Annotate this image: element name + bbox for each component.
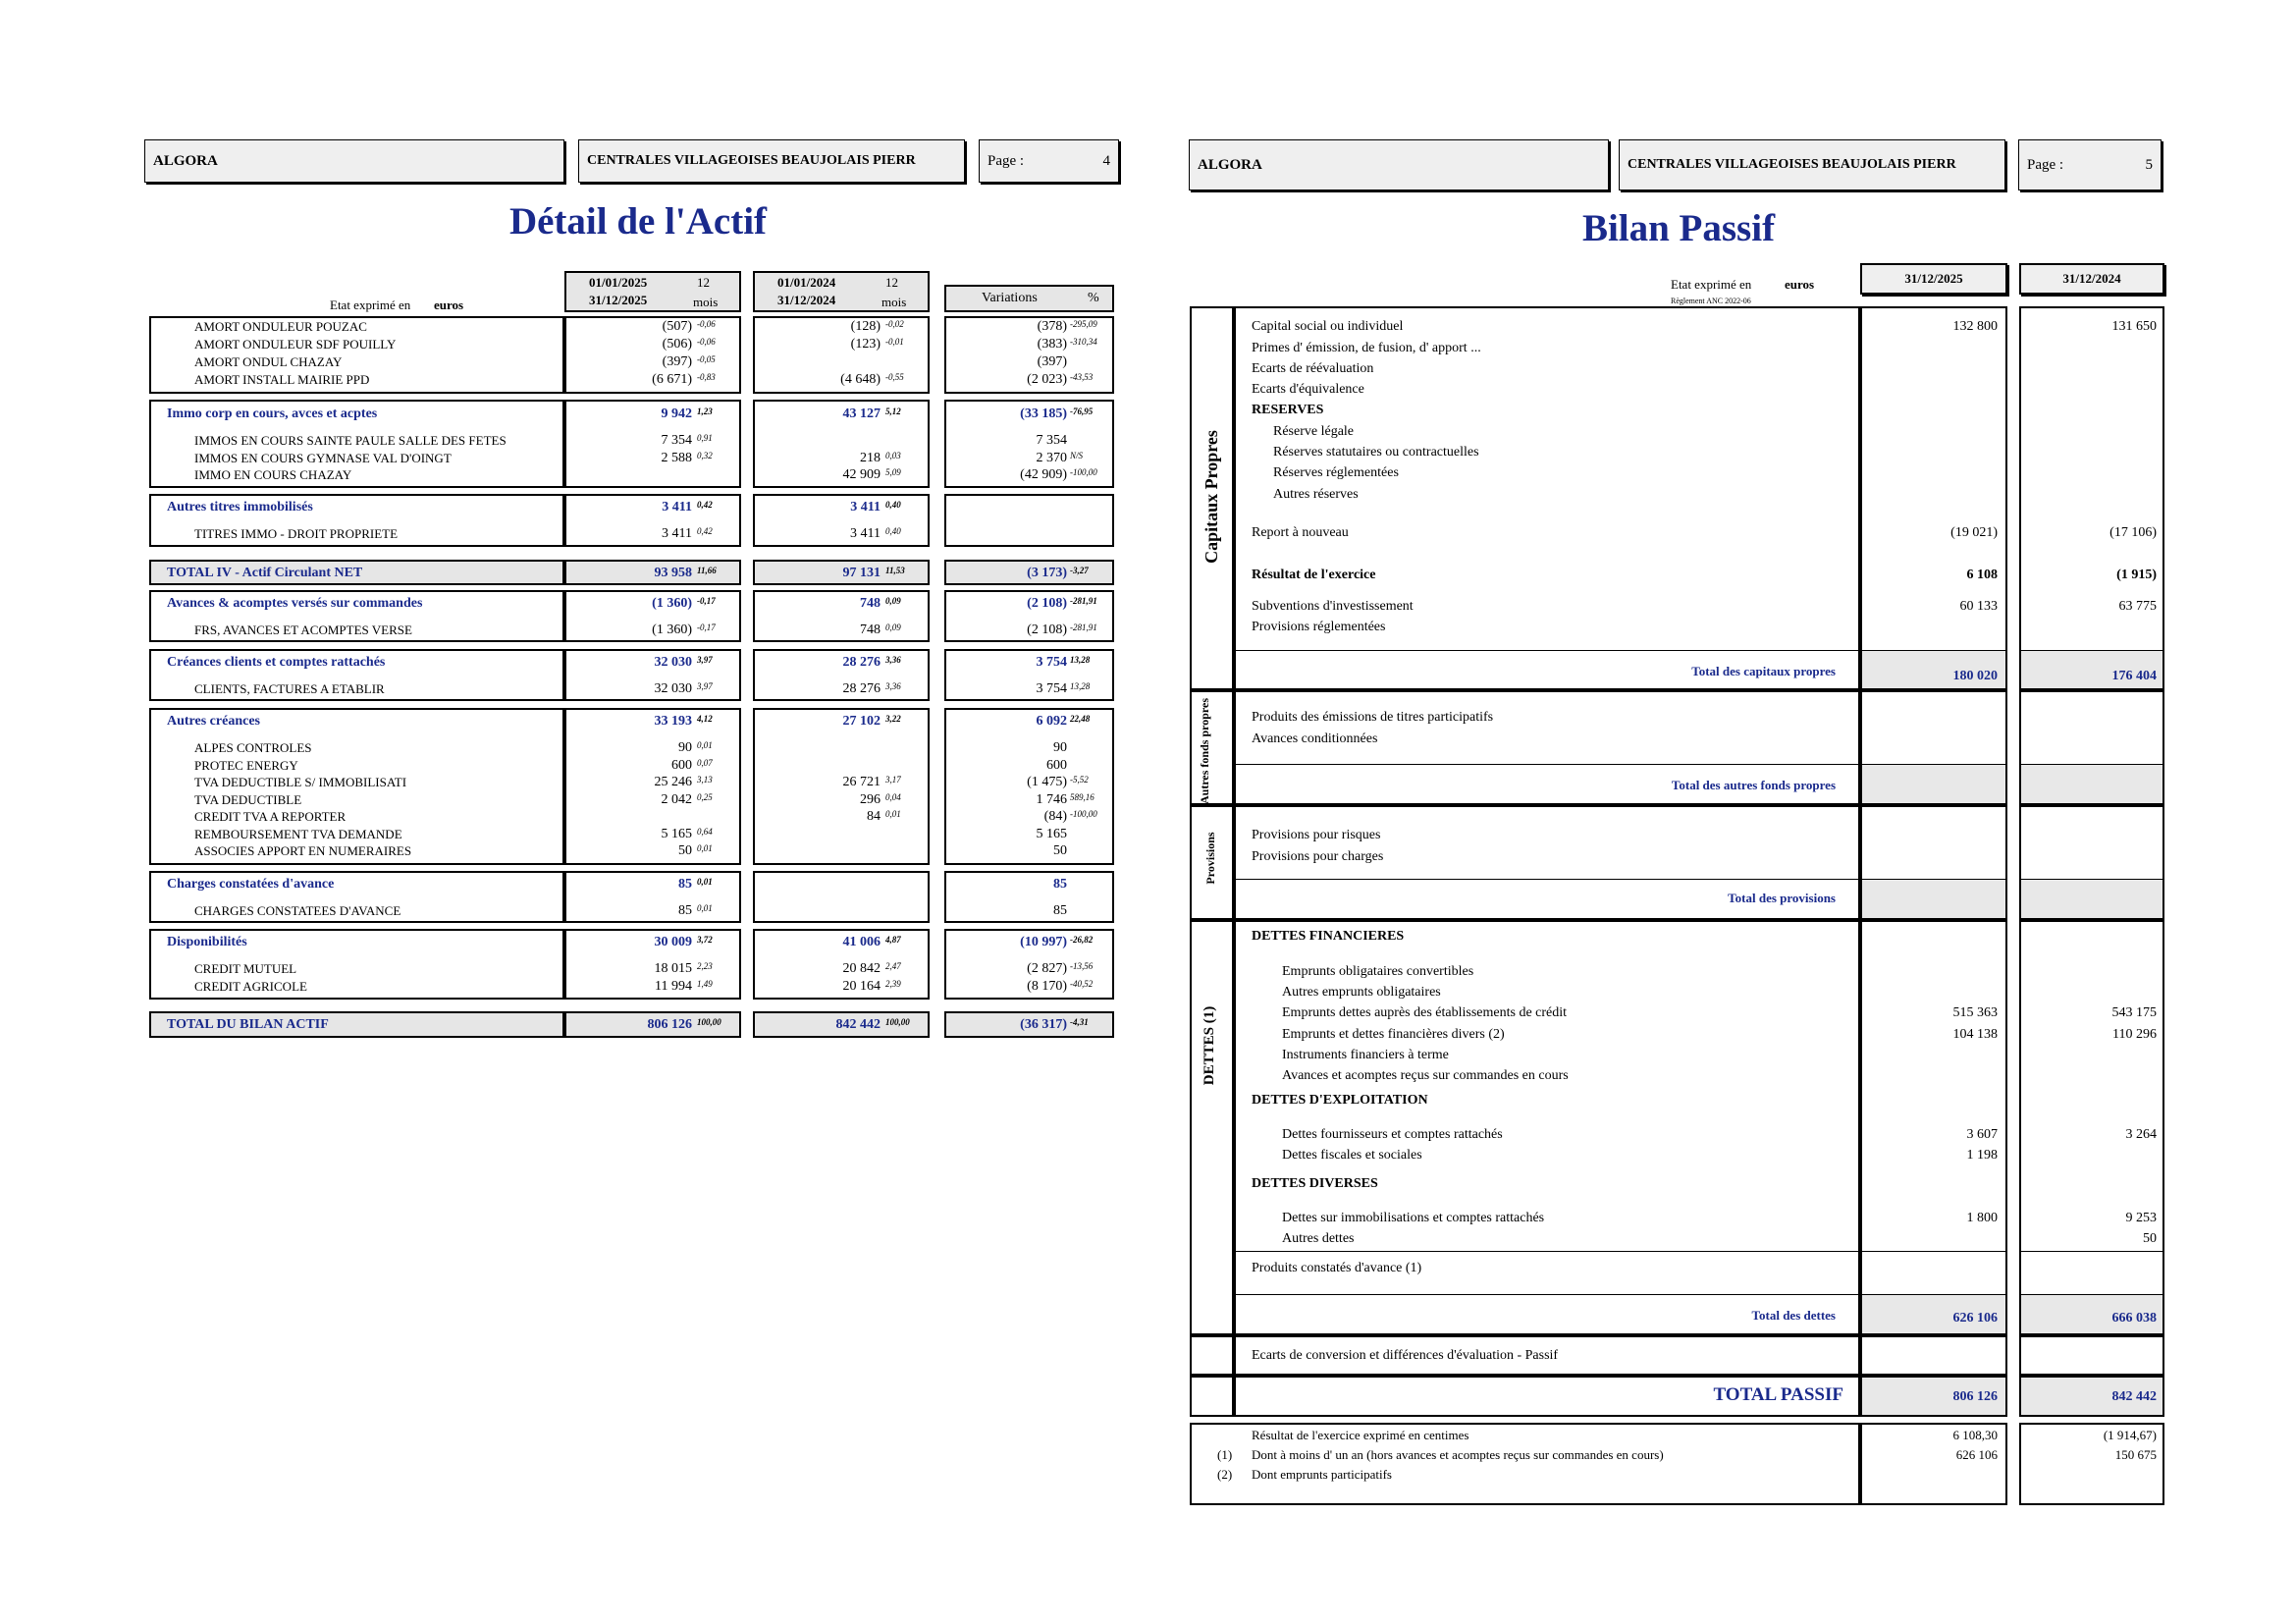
footnote-number: (2): [1217, 1467, 1233, 1482]
titres-group-col3-frame: [944, 494, 1114, 547]
row-label: FRS, AVANCES ET ACOMPTES VERSE: [194, 623, 412, 637]
page-label: Page :: [2027, 156, 2064, 173]
row-variation: 2 370: [1036, 451, 1067, 465]
page-title: Détail de l'Actif: [508, 200, 768, 243]
row-value-2024: (4 648): [840, 372, 881, 387]
pca-rule: [1860, 1251, 2007, 1252]
row-label: Subventions d'investissement: [1252, 599, 1414, 614]
row-pct-2024: 3,36: [885, 681, 901, 691]
row-pct-2025: 0,01: [697, 877, 713, 887]
row-pct-2025: 0,64: [697, 827, 713, 837]
company-box: ALGORA: [144, 139, 564, 183]
page-title-right: Bilan Passif: [1581, 207, 1776, 249]
reserve-item: Autres réserves: [1273, 487, 1359, 502]
autres-fonds-propres-label: Autres fonds propres: [1198, 697, 1211, 805]
row-variation: (33 185): [1020, 406, 1067, 421]
row-pct-2024: -0,01: [885, 337, 904, 347]
row-variation: 5 165: [1036, 827, 1067, 841]
ecarts-col1: [1860, 1335, 2007, 1376]
row-pct-2025: 0,01: [697, 740, 713, 750]
row-value-2025: 6 108: [1966, 568, 1998, 582]
row-variation-pct: 13,28: [1070, 681, 1091, 691]
row-pct-2025: -0,06: [697, 337, 716, 347]
row-pct-2024: 0,04: [885, 792, 901, 802]
row-variation-pct: -310,34: [1070, 337, 1097, 347]
footnote-label: Dont à moins d' un an (hors avances et acomptes reçus sur commandes en cours): [1252, 1447, 1664, 1462]
row-label: PROTEC ENERGY: [194, 758, 298, 773]
row-label: Résultat de l'exercice: [1252, 568, 1376, 582]
row-label: TITRES IMMO - DROIT PROPRIETE: [194, 526, 399, 541]
row-variation: 1 746: [1036, 792, 1067, 807]
page-label: Page :: [988, 152, 1025, 169]
row-value-2025: 25 246: [654, 775, 692, 789]
row-value-2025: 90: [678, 740, 692, 755]
footnote-2024: (1 914,67): [2103, 1428, 2157, 1442]
row-value-2024: 218: [860, 451, 881, 465]
capitaux-propres-label: Capitaux Propres: [1201, 430, 1221, 564]
row-label: REMBOURSEMENT TVA DEMANDE: [194, 827, 402, 841]
col2-from: 01/01/2024: [777, 275, 836, 290]
row-value-2025: (6 671): [652, 372, 692, 387]
row-pct-2024: 0,09: [885, 596, 901, 606]
row-label: Immo corp en cours, avces et acptes: [167, 406, 378, 421]
row-value-2024: 748: [860, 623, 881, 637]
row-value-2024: 748: [860, 596, 881, 611]
total-afp-label: Total des autres fonds propres: [1671, 778, 1836, 792]
row-variation-pct: -13,56: [1070, 961, 1094, 971]
row-variation-pct: N/S: [1070, 451, 1084, 460]
row-value-2025: 2 588: [661, 451, 692, 465]
row-variation-pct: -5,52: [1070, 775, 1089, 785]
row-pct-2024: 0,09: [885, 623, 901, 632]
row-value-2024: 20 164: [842, 979, 881, 994]
row-label: Capital social ou individuel: [1252, 319, 1404, 334]
row-value-2024: 27 102: [842, 714, 881, 729]
etat-label: Etat exprimé en: [330, 298, 411, 312]
total-passif-2024: 842 442: [2111, 1389, 2157, 1404]
row-value-2025: (1 360): [652, 596, 692, 611]
page-number: 5: [2145, 156, 2153, 173]
col1-to: 31/12/2025: [589, 293, 648, 307]
row-label: Instruments financiers à terme: [1282, 1048, 1449, 1062]
footnote-label: Résultat de l'exercice exprimé en centimes: [1252, 1428, 1469, 1442]
row-variation-pct: 589,16: [1070, 792, 1095, 802]
total-capitaux-2024: 176 404: [2111, 669, 2157, 683]
row-label: Dettes fournisseurs et comptes rattachés: [1282, 1127, 1503, 1142]
row-value-2025: (397): [662, 354, 692, 369]
row-pct-2025: 2,23: [697, 961, 713, 971]
col2-mois: mois: [881, 295, 907, 309]
row-variation: 85: [1053, 903, 1067, 918]
tot-cap-rule: [1234, 650, 1860, 651]
row-variation-pct: -76,95: [1070, 406, 1094, 416]
prov-item: Provisions pour charges: [1252, 849, 1384, 864]
afp-item: Avances conditionnées: [1252, 731, 1378, 746]
row-label: TOTAL DU BILAN ACTIF: [167, 1017, 329, 1032]
row-value-2025: (507): [662, 319, 692, 334]
percent-label: %: [1088, 291, 1099, 305]
variations-label: Variations: [982, 291, 1038, 305]
row-variation-pct: -40,52: [1070, 979, 1094, 989]
total-passif-side: [1190, 1376, 1234, 1417]
row-pct-2024: 0,03: [885, 451, 901, 460]
row-variation-pct: -100,00: [1070, 809, 1097, 819]
row-variation: (2 108): [1027, 596, 1067, 611]
ecarts-side: [1190, 1335, 1234, 1376]
row-label: Report à nouveau: [1252, 525, 1349, 540]
row-value-2024: 26 721: [842, 775, 881, 789]
row-variation: 3 754: [1036, 681, 1067, 696]
total-capitaux-2025: 180 020: [1952, 669, 1998, 683]
tot-dettes-rule: [1234, 1294, 1860, 1295]
row-label: Autres créances: [167, 714, 260, 729]
row-pct-2025: 3,13: [697, 775, 713, 785]
row-label: Autres emprunts obligataires: [1282, 985, 1441, 1000]
row-label: Autres dettes: [1282, 1231, 1355, 1246]
row-pct-2025: 0,42: [697, 500, 713, 510]
row-value-2025: 93 958: [654, 566, 692, 580]
row-variation-pct: -43,53: [1070, 372, 1094, 382]
row-pct-2025: 0,25: [697, 792, 713, 802]
row-variation: (42 909): [1020, 467, 1067, 482]
row-pct-2025: 0,01: [697, 843, 713, 853]
row-value-2025: 5 165: [661, 827, 692, 841]
row-pct-2025: 3,72: [697, 935, 713, 945]
row-value-2025: 32 030: [654, 655, 692, 670]
row-pct-2025: 1,23: [697, 406, 713, 416]
row-pct-2024: 4,87: [885, 935, 901, 945]
provisions-label: Provisions: [1203, 832, 1217, 885]
row-value-2025: 85: [678, 903, 692, 918]
pca-rule: [2019, 1251, 2164, 1252]
row-pct-2025: 0,01: [697, 903, 713, 913]
row-value-2024: (17 106): [2109, 525, 2157, 540]
page-number: 4: [1102, 152, 1110, 169]
row-label: AMORT ONDULEUR POUZAC: [194, 319, 367, 334]
row-value-2025: 60 133: [1959, 599, 1998, 614]
row-label: ASSOCIES APPORT EN NUMERAIRES: [194, 843, 412, 858]
row-value-2025: 600: [671, 758, 692, 773]
col-2025-header: 31/12/2025: [1860, 263, 2007, 295]
reglement-label: Règlement ANC 2022-06: [1671, 297, 1751, 305]
row-variation: 7 354: [1036, 433, 1067, 448]
col2-to: 31/12/2024: [777, 293, 836, 307]
row-pct-2024: 5,12: [885, 406, 901, 416]
capitaux-col1: [1860, 306, 2007, 690]
row-pct-2025: -0,06: [697, 319, 716, 329]
footnote-label: Dont emprunts participatifs: [1252, 1467, 1392, 1482]
prov-item: Provisions pour risques: [1252, 828, 1381, 842]
euros-label-right: euros: [1785, 277, 1815, 292]
row-label: Avances & acomptes versés sur commandes: [167, 596, 423, 611]
col1-mois: mois: [693, 295, 719, 309]
row-value-2025: 30 009: [654, 935, 692, 949]
afp-item: Produits des émissions de titres participatifs: [1252, 710, 1494, 725]
row-value-2024: 42 909: [842, 467, 881, 482]
row-variation-pct: -281,91: [1070, 623, 1097, 632]
row-pct-2024: 2,39: [885, 979, 901, 989]
row-value-2024: (128): [850, 319, 881, 334]
row-variation: (2 827): [1027, 961, 1067, 976]
row-pct-2025: 11,66: [697, 566, 717, 575]
row-pct-2025: 0,07: [697, 758, 713, 768]
row-value-2024: 43 127: [842, 406, 881, 421]
row-value-2024: 3 411: [850, 526, 881, 541]
row-label: Emprunts obligataires convertibles: [1282, 964, 1474, 979]
row-variation-pct: -281,91: [1070, 596, 1097, 606]
total-dettes-2024: 666 038: [2111, 1311, 2157, 1326]
row-variation: 90: [1053, 740, 1067, 755]
row-label: Dettes fiscales et sociales: [1282, 1148, 1422, 1163]
row-value-2025: 3 411: [662, 526, 692, 541]
row-variation: (1 475): [1027, 775, 1067, 789]
dettes-financieres-heading: DETTES FINANCIERES: [1252, 929, 1405, 944]
row-value-2025: 3 411: [662, 500, 692, 514]
row-pct-2025: -0,17: [697, 623, 716, 632]
row-pct-2024: 3,22: [885, 714, 901, 724]
row-value-2025: 2 042: [661, 792, 692, 807]
footnote-2024: 150 675: [2114, 1447, 2157, 1462]
row-label: CHARGES CONSTATEES D'AVANCE: [194, 903, 401, 918]
total-capitaux-label: Total des capitaux propres: [1691, 664, 1836, 678]
row-value-2024: 110 296: [2112, 1027, 2157, 1042]
row-variation-pct: -26,82: [1070, 935, 1094, 945]
row-variation: (10 997): [1020, 935, 1067, 949]
row-variation: (84): [1043, 809, 1067, 824]
row-label: AMORT ONDULEUR SDF POUILLY: [194, 337, 397, 352]
page-box-right: [2018, 139, 2162, 190]
row-pct-2024: 0,40: [885, 500, 901, 510]
client-box: CENTRALES VILLAGEOISES BEAUJOLAIS PIERR: [578, 139, 965, 183]
footnote-2025: 6 108,30: [1952, 1428, 1998, 1442]
reserves-heading: RESERVES: [1252, 403, 1324, 417]
row-variation: (2 023): [1027, 372, 1067, 387]
provisions-reglementees: Provisions réglementées: [1252, 620, 1386, 634]
row-pct-2025: 1,49: [697, 979, 713, 989]
row-pct-2025: -0,83: [697, 372, 716, 382]
row-label: TOTAL IV - Actif Circulant NET: [167, 566, 363, 580]
row-value-2024: 97 131: [842, 566, 881, 580]
row-label: Emprunts dettes auprès des établissements de crédit: [1282, 1005, 1568, 1020]
row-pct-2025: -0,17: [697, 596, 716, 606]
row-pct-2025: 0,42: [697, 526, 713, 536]
row-value-2025: (1 360): [652, 623, 692, 637]
row-value-2024: 28 276: [842, 681, 881, 696]
col1-from: 01/01/2025: [589, 275, 648, 290]
row-label: Charges constatées d'avance: [167, 877, 335, 892]
row-pct-2024: 3,17: [885, 775, 901, 785]
row-value-2024: 84: [867, 809, 881, 824]
row-label: Avances et acomptes reçus sur commandes en cours: [1282, 1068, 1569, 1083]
row-label: TVA DEDUCTIBLE: [194, 792, 302, 807]
client-box-right: CENTRALES VILLAGEOISES BEAUJOLAIS PIERR: [1619, 139, 2005, 190]
row-variation-pct: 22,48: [1070, 714, 1091, 724]
row-variation: 3 754: [1036, 655, 1067, 670]
row-variation: (397): [1037, 354, 1067, 369]
row-pct-2024: -0,55: [885, 372, 904, 382]
dettes-exploitation-heading: DETTES D'EXPLOITATION: [1252, 1093, 1428, 1108]
row-value-2024: 3 264: [2125, 1127, 2157, 1142]
dettes-diverses-heading: DETTES DIVERSES: [1252, 1176, 1378, 1191]
row-pct-2024: 0,01: [885, 809, 901, 819]
row-pct-2025: 3,97: [697, 681, 713, 691]
row-value-2024: 3 411: [850, 500, 881, 514]
row-value-2024: (123): [850, 337, 881, 352]
tot-prov-shade-2: [2021, 880, 2163, 918]
row-variation-pct: -100,00: [1070, 467, 1097, 477]
total-dettes-2025: 626 106: [1952, 1311, 1998, 1326]
tot-afp-shade-2: [2021, 765, 2163, 803]
row-variation: (8 170): [1027, 979, 1067, 994]
cca-group-col2-frame: [753, 871, 930, 923]
row-label: TVA DEDUCTIBLE S/ IMMOBILISATI: [194, 775, 407, 789]
total-prov-label: Total des provisions: [1728, 891, 1836, 905]
row-variation: 85: [1053, 877, 1067, 892]
col1-months: 12: [697, 275, 710, 290]
row-value-2024: 63 775: [2118, 599, 2157, 614]
page-box: [979, 139, 1119, 183]
dettes-label: DETTES (1): [1201, 1005, 1217, 1086]
row-label: CREDIT AGRICOLE: [194, 979, 307, 994]
row-value-2025: 32 030: [654, 681, 692, 696]
row-value-2025: 85: [678, 877, 692, 892]
row-pct-2024: -0,02: [885, 319, 904, 329]
row-value-2024: 296: [860, 792, 881, 807]
row-value-2025: 104 138: [1952, 1027, 1998, 1042]
row-value-2025: 11 994: [655, 979, 692, 994]
row-value-2024: 131 650: [2111, 319, 2157, 334]
row-label: IMMOS EN COURS GYMNASE VAL D'OINGT: [194, 451, 452, 465]
row-label: AMORT ONDUL CHAZAY: [194, 354, 343, 369]
row-variation-pct: -295,09: [1070, 319, 1097, 329]
produits-constates-avance: Produits constatés d'avance (1): [1252, 1261, 1422, 1275]
col-2024-header: 31/12/2024: [2019, 263, 2164, 295]
row-variation: (2 108): [1027, 623, 1067, 637]
row-value-2025: 1 198: [1966, 1148, 1998, 1163]
company-box-right: ALGORA: [1189, 139, 1609, 190]
footnote-2025: 626 106: [1955, 1447, 1998, 1462]
row-label: CLIENTS, FACTURES A ETABLIR: [194, 681, 385, 696]
tot-prov-shade-1: [1862, 880, 2005, 918]
row-pct-2024: 2,47: [885, 961, 901, 971]
row-value-2024: (1 915): [2116, 568, 2157, 582]
reserve-item: Réserve légale: [1273, 424, 1355, 439]
row-label: Emprunts et dettes financières divers (2): [1282, 1027, 1505, 1042]
row-value-2024: 9 253: [2125, 1211, 2157, 1225]
reserve-item: Réserves statutaires ou contractuelles: [1273, 445, 1479, 460]
row-label: Primes d' émission, de fusion, d' apport ...: [1252, 341, 1481, 355]
row-pct-2025: 3,97: [697, 655, 713, 665]
row-label: IMMOS EN COURS SAINTE PAULE SALLE DES FETES: [194, 433, 507, 448]
row-value-2025: 7 354: [661, 433, 692, 448]
row-pct-2024: 11,53: [885, 566, 905, 575]
row-value-2025: 3 607: [1966, 1127, 1998, 1142]
row-label: AMORT INSTALL MAIRIE PPD: [194, 372, 370, 387]
row-variation-pct: -3,27: [1070, 566, 1089, 575]
row-label: Ecarts de réévaluation: [1252, 361, 1374, 376]
row-label: Disponibilités: [167, 935, 247, 949]
row-variation-pct: -4,31: [1070, 1017, 1089, 1027]
capitaux-col2: [2019, 306, 2164, 690]
row-variation: 50: [1053, 843, 1067, 858]
total-passif-2025: 806 126: [1952, 1389, 1998, 1404]
row-pct-2025: 100,00: [697, 1017, 721, 1027]
row-value-2025: 9 942: [661, 406, 692, 421]
row-value-2025: 50: [678, 843, 692, 858]
row-value-2024: 28 276: [842, 655, 881, 670]
row-pct-2025: 4,12: [697, 714, 713, 724]
row-label: CREDIT MUTUEL: [194, 961, 297, 976]
row-value-2024: 543 175: [2111, 1005, 2157, 1020]
row-variation: 6 092: [1036, 714, 1067, 729]
row-value-2024: 41 006: [842, 935, 881, 949]
ecarts-label: Ecarts de conversion et différences d'évaluation - Passif: [1252, 1348, 1559, 1363]
row-pct-2025: 0,91: [697, 433, 713, 443]
row-label: CREDIT TVA A REPORTER: [194, 809, 347, 824]
pca-rule: [1234, 1251, 1860, 1252]
row-value-2025: (19 021): [1950, 525, 1998, 540]
row-variation: (36 317): [1020, 1017, 1067, 1032]
row-value-2024: 842 442: [835, 1017, 881, 1032]
row-variation: 600: [1046, 758, 1067, 773]
row-label: ALPES CONTROLES: [194, 740, 312, 755]
footnote-number: (1): [1217, 1447, 1233, 1462]
ecarts-col2: [2019, 1335, 2164, 1376]
row-pct-2024: 5,09: [885, 467, 901, 477]
row-pct-2025: -0,05: [697, 354, 716, 364]
row-value-2025: (506): [662, 337, 692, 352]
row-value-2025: 132 800: [1952, 319, 1998, 334]
tot-afp-rule: [1234, 764, 1860, 765]
row-variation: (383): [1037, 337, 1067, 352]
row-variation: (378): [1037, 319, 1067, 334]
row-value-2024: 50: [2143, 1231, 2157, 1246]
row-value-2025: 1 800: [1966, 1211, 1998, 1225]
row-pct-2024: 3,36: [885, 655, 901, 665]
col2-months: 12: [885, 275, 898, 290]
row-label: IMMO EN COURS CHAZAY: [194, 467, 352, 482]
etat-label-right: Etat exprimé en: [1671, 277, 1752, 292]
row-label: Dettes sur immobilisations et comptes rattachés: [1282, 1211, 1545, 1225]
euros-label: euros: [434, 298, 464, 312]
tot-prov-rule: [1234, 879, 1860, 880]
row-label: Ecarts d'équivalence: [1252, 382, 1364, 397]
row-label: Créances clients et comptes rattachés: [167, 655, 386, 670]
row-pct-2025: 0,32: [697, 451, 713, 460]
row-variation-pct: 13,28: [1070, 655, 1091, 665]
row-pct-2024: 100,00: [885, 1017, 910, 1027]
total-dettes-label: Total des dettes: [1751, 1308, 1836, 1323]
row-value-2024: 20 842: [842, 961, 881, 976]
row-value-2025: 33 193: [654, 714, 692, 729]
row-value-2025: 806 126: [647, 1017, 692, 1032]
row-label: Autres titres immobilisés: [167, 500, 313, 514]
row-variation: (3 173): [1027, 566, 1067, 580]
total-passif-label: TOTAL PASSIF: [1713, 1384, 1843, 1405]
row-value-2025: 18 015: [654, 961, 692, 976]
tot-afp-shade-1: [1862, 765, 2005, 803]
reserve-item: Réserves réglementées: [1273, 465, 1399, 480]
row-value-2025: 515 363: [1952, 1005, 1998, 1020]
row-pct-2024: 0,40: [885, 526, 901, 536]
